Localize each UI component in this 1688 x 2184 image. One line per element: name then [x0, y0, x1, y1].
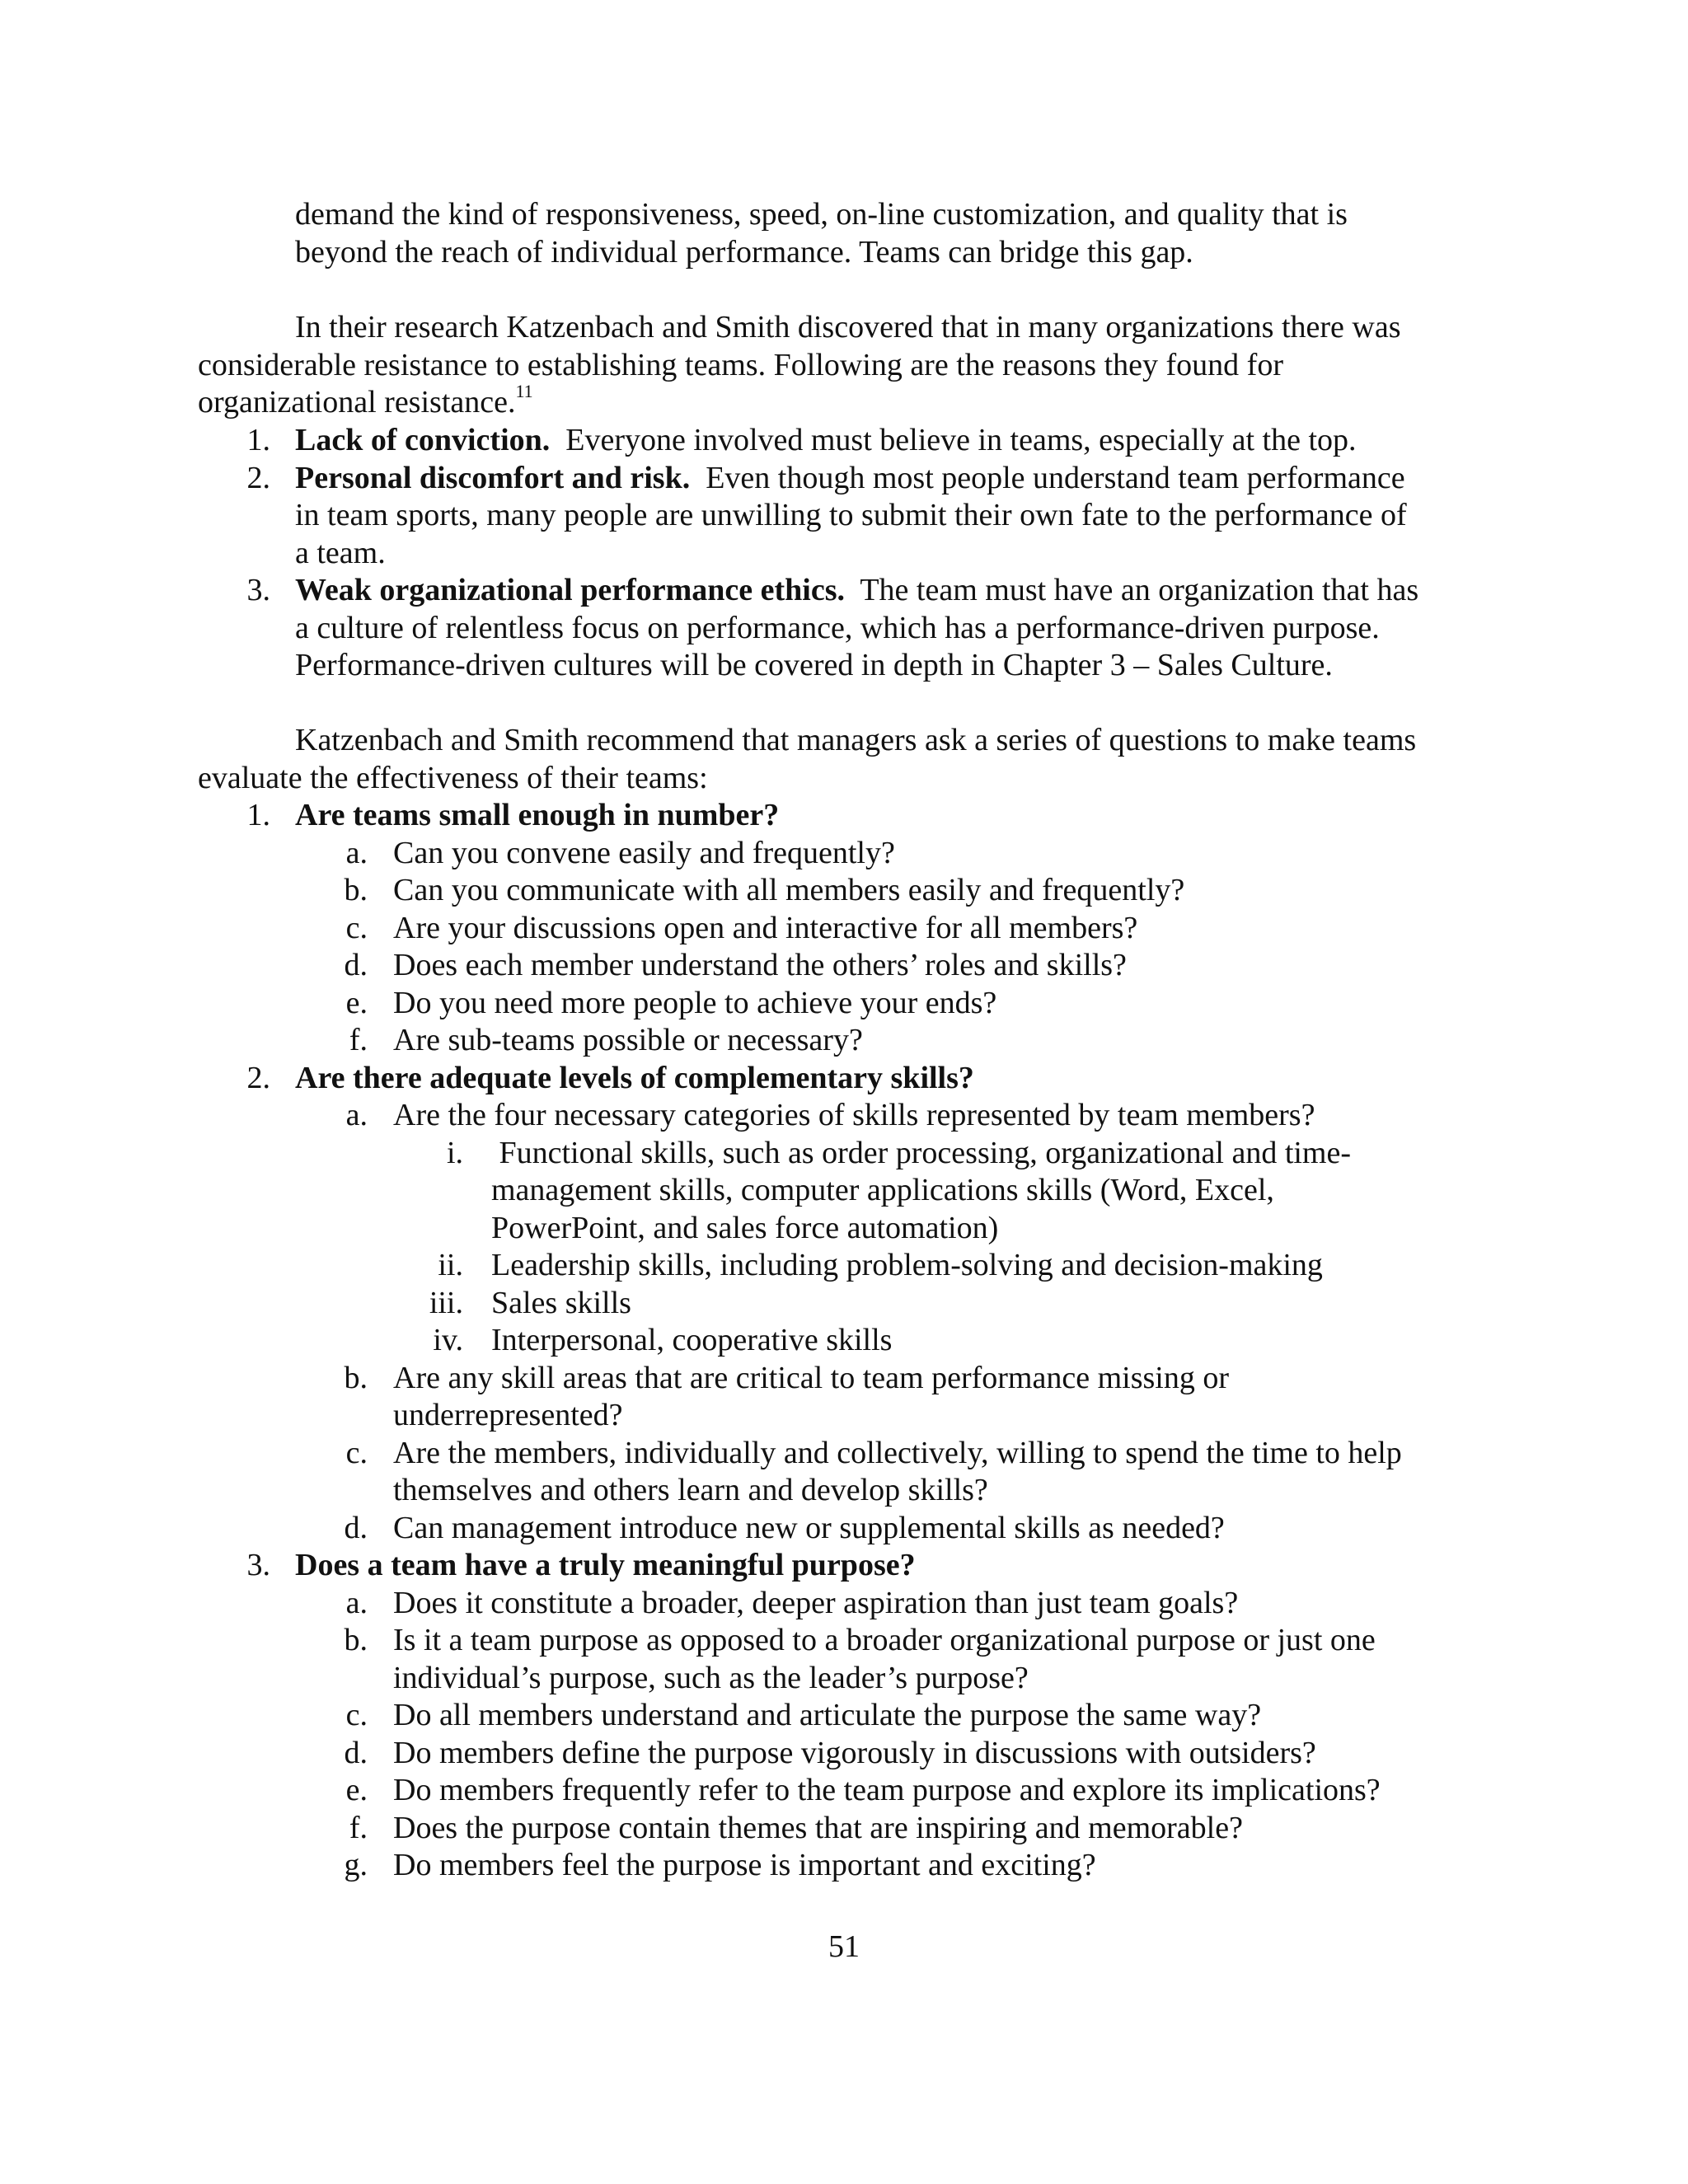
- list-body: The team must have an organization that has: [845, 573, 1419, 607]
- sub-letter: f.: [349, 1023, 368, 1057]
- question-title: Are teams small enough in number?: [295, 798, 780, 832]
- roman-item: [0, 1285, 1688, 1323]
- sub-letter: e.: [345, 985, 368, 1020]
- sub-item: [0, 1435, 1688, 1473]
- questions-paragraph: [0, 722, 1688, 797]
- roman-number: ii.: [438, 1248, 463, 1282]
- list-heading: Personal discomfort and risk.: [295, 460, 691, 495]
- sub-text: Are sub-teams possible or necessary?: [393, 1023, 863, 1057]
- sub-text: Are the four necessary categories of skills represented by team members?: [393, 1098, 1315, 1132]
- list-body: a culture of relentless focus on performance, which has a performance-driven purpose.: [295, 610, 1380, 645]
- footnote-marker: 11: [515, 381, 533, 401]
- page-number: 51: [828, 1929, 860, 1964]
- sub-letter: b.: [344, 1360, 368, 1395]
- roman-text: Leadership skills, including problem-solving and decision-making: [491, 1248, 1323, 1282]
- text-line: demand the kind of responsiveness, speed, on-line customization, and quality that is: [295, 197, 1348, 232]
- question-heading: [0, 797, 1688, 835]
- roman-item-continuation: [0, 1210, 1688, 1248]
- sub-item: [0, 985, 1688, 1023]
- roman-number: iii.: [429, 1285, 463, 1320]
- list-text: [295, 572, 1418, 610]
- sub-text: Do you need more people to achieve your ends?: [393, 985, 997, 1020]
- sub-letter: a.: [345, 1585, 368, 1620]
- text-line: In their research Katzenbach and Smith discovered that in many organizations there was: [295, 310, 1401, 344]
- text-line: considerable resistance to establishing teams. Following are the reasons they found for: [198, 347, 1283, 382]
- roman-number: i.: [446, 1135, 463, 1170]
- roman-text: management skills, computer applications skills (Word, Excel,: [491, 1173, 1274, 1207]
- sub-item: [0, 872, 1688, 910]
- sub-item: [0, 1585, 1688, 1623]
- list-item: [0, 572, 1688, 610]
- sub-text: Does each member understand the others’ roles and skills?: [393, 948, 1127, 982]
- sub-text: Are any skill areas that are critical to team performance missing or: [393, 1360, 1229, 1395]
- sub-letter: a.: [345, 1098, 368, 1132]
- sub-text: Do members frequently refer to the team purpose and explore its implications?: [393, 1773, 1381, 1807]
- question-number: 1.: [246, 798, 270, 832]
- list-number: 2.: [246, 460, 270, 495]
- sub-item: [0, 910, 1688, 948]
- list-item-continuation: [0, 610, 1688, 648]
- question-heading: [0, 1547, 1688, 1585]
- text-line: Katzenbach and Smith recommend that managers ask a series of questions to make teams: [295, 723, 1417, 757]
- list-body: Even though most people understand team performance: [690, 460, 1405, 495]
- sub-letter: c.: [345, 1698, 368, 1732]
- list-number: 3.: [246, 573, 270, 607]
- list-number: 1.: [246, 423, 270, 457]
- sub-text: Can you convene easily and frequently?: [393, 835, 895, 870]
- sub-letter: e.: [345, 1773, 368, 1807]
- sub-text: Does the purpose contain themes that are inspiring and memorable?: [393, 1810, 1243, 1845]
- sub-item: [0, 1097, 1688, 1135]
- sub-letter: g.: [344, 1848, 368, 1882]
- sub-letter: b.: [344, 873, 368, 907]
- list-body: Performance-driven cultures will be covered in depth in Chapter 3 – Sales Culture.: [295, 648, 1333, 682]
- roman-item: [0, 1322, 1688, 1360]
- sub-letter: f.: [349, 1810, 368, 1845]
- list-item-continuation: [0, 535, 1688, 573]
- sub-text: Are your discussions open and interactive for all members?: [393, 910, 1138, 945]
- roman-text: Sales skills: [491, 1285, 631, 1320]
- sub-item-continuation: [0, 1472, 1688, 1510]
- question-heading: [0, 1060, 1688, 1098]
- sub-text: Are the members, individually and collectively, willing to spend the time to help: [393, 1435, 1402, 1470]
- sub-text: Do members feel the purpose is important and exciting?: [393, 1848, 1096, 1882]
- sub-text: individual’s purpose, such as the leader’s purpose?: [393, 1660, 1029, 1695]
- sub-item: [0, 947, 1688, 985]
- question-title: Does a team have a truly meaningful purpose?: [295, 1548, 916, 1582]
- list-heading: Lack of conviction.: [295, 423, 551, 457]
- sub-letter: c.: [345, 910, 368, 945]
- roman-text: Functional skills, such as order processing, organizational and time-: [491, 1135, 1352, 1170]
- sub-text: Do all members understand and articulate the purpose the same way?: [393, 1698, 1262, 1732]
- roman-text: PowerPoint, and sales force automation): [491, 1210, 999, 1245]
- roman-item: [0, 1135, 1688, 1173]
- roman-text: Interpersonal, cooperative skills: [491, 1323, 893, 1357]
- sub-item: [0, 1772, 1688, 1810]
- list-item-continuation: [0, 647, 1688, 685]
- list-text: [295, 422, 1357, 460]
- list-body: in team sports, many people are unwilling to submit their own fate to the performance of: [295, 498, 1407, 532]
- list-item: [0, 422, 1688, 460]
- sub-letter: b.: [344, 1623, 368, 1657]
- question-title: Are there adequate levels of complementary skills?: [295, 1060, 974, 1095]
- intro-paragraph: [0, 196, 1688, 271]
- sub-item: [0, 1847, 1688, 1885]
- sub-item-continuation: [0, 1397, 1688, 1435]
- questions-list: [0, 797, 1688, 1885]
- sub-text: underrepresented?: [393, 1398, 623, 1432]
- sub-item: [0, 1510, 1688, 1548]
- sub-text: Can you communicate with all members easily and frequently?: [393, 873, 1185, 907]
- list-heading: Weak organizational performance ethics.: [295, 573, 846, 607]
- sub-text: Does it constitute a broader, deeper aspiration than just team goals?: [393, 1585, 1239, 1620]
- sub-item: [0, 1022, 1688, 1060]
- list-text: [295, 460, 1405, 498]
- list-body: a team.: [295, 535, 386, 570]
- sub-letter: c.: [345, 1435, 368, 1470]
- sub-letter: d.: [344, 1735, 368, 1770]
- text-line: beyond the reach of individual performance. Teams can bridge this gap.: [295, 234, 1193, 269]
- sub-item: [0, 1810, 1688, 1848]
- roman-number: iv.: [433, 1323, 463, 1357]
- sub-item: [0, 835, 1688, 873]
- sub-item-continuation: [0, 1660, 1688, 1698]
- sub-item: [0, 1360, 1688, 1398]
- question-number: 2.: [246, 1060, 270, 1095]
- sub-item: [0, 1697, 1688, 1735]
- list-item: [0, 460, 1688, 498]
- roman-item: [0, 1247, 1688, 1285]
- text-line: [0, 381, 1688, 422]
- list-item-continuation: [0, 497, 1688, 535]
- resistance-paragraph: [0, 309, 1688, 422]
- sub-letter: d.: [344, 948, 368, 982]
- text-span: organizational resistance.: [198, 385, 516, 419]
- question-number: 3.: [246, 1548, 270, 1582]
- sub-text: Is it a team purpose as opposed to a broader organizational purpose or just one: [393, 1623, 1376, 1657]
- resistance-list: [0, 422, 1688, 685]
- sub-item: [0, 1622, 1688, 1660]
- sub-item: [0, 1735, 1688, 1773]
- text-line: evaluate the effectiveness of their teams:: [198, 760, 708, 795]
- sub-letter: d.: [344, 1510, 368, 1545]
- roman-item-continuation: [0, 1172, 1688, 1210]
- sub-text: themselves and others learn and develop skills?: [393, 1473, 988, 1507]
- sub-text: Can management introduce new or supplemental skills as needed?: [393, 1510, 1225, 1545]
- sub-text: Do members define the purpose vigorously in discussions with outsiders?: [393, 1735, 1316, 1770]
- sub-letter: a.: [345, 835, 368, 870]
- list-body: Everyone involved must believe in teams, especially at the top.: [550, 423, 1357, 457]
